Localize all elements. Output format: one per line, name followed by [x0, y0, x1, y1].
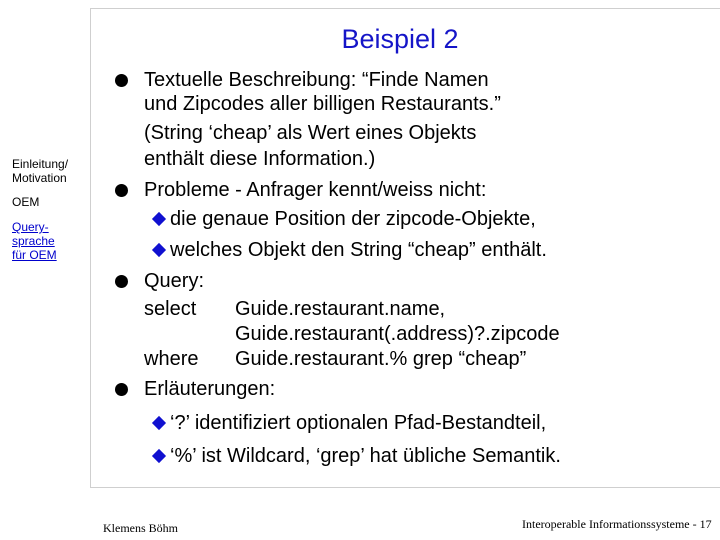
frame-left-rule — [90, 8, 91, 488]
nav-link-query-language[interactable]: Query- sprache für OEM — [12, 220, 57, 262]
bullet-icon — [115, 74, 128, 87]
diamond-bullet-icon — [152, 212, 166, 226]
text-line: Erläuterungen: — [144, 378, 276, 400]
footer-course: Interoperable Informationssysteme - 17 — [522, 517, 712, 531]
bullet-icon — [115, 275, 128, 288]
query-text: Guide.restaurant.name, — [235, 298, 446, 320]
sub-item — [150, 411, 546, 435]
query-text: Guide.restaurant(.address)?.zipcode — [235, 323, 560, 345]
text-line: und Zipcodes aller billigen Restaurants.” — [144, 93, 501, 115]
sub-item — [150, 238, 547, 262]
sub-item-text: welches Objekt den String “cheap” enthält. — [170, 239, 547, 261]
text-line: enthält diese Information.) — [144, 148, 376, 170]
sub-item — [150, 207, 536, 231]
sub-item-text: ‘%’ ist Wildcard, ‘grep’ hat übliche Semantik. — [170, 445, 561, 467]
nav-item-label: OEM — [12, 195, 40, 209]
frame-top-rule — [90, 8, 720, 9]
slide-title: Beispiel 2 — [341, 24, 459, 54]
nav-item-oem[interactable] — [12, 195, 39, 209]
bullet-icon — [115, 184, 128, 197]
text-line: Probleme - Anfrager kennt/weiss nicht: — [144, 179, 487, 201]
query-keyword: select — [144, 298, 197, 320]
diamond-bullet-icon — [152, 243, 166, 257]
sub-item — [150, 444, 561, 468]
footer-author: Klemens Böhm — [103, 521, 178, 535]
nav-item-einleitung[interactable] — [12, 157, 87, 185]
query-keyword: where — [144, 348, 199, 370]
diamond-bullet-icon — [152, 449, 166, 463]
diamond-bullet-icon — [152, 416, 166, 430]
frame-bottom-rule — [90, 487, 720, 488]
bullet-icon — [115, 383, 128, 396]
sub-item-text: ‘?’ identifiziert optionalen Pfad-Bestandteil, — [170, 412, 547, 434]
text-line: Textuelle Beschreibung: “Finde Namen — [144, 69, 489, 91]
sub-item-text: die genaue Position der zipcode-Objekte, — [170, 208, 536, 230]
nav-item-query-language[interactable] — [12, 220, 72, 262]
text-line: (String ‘cheap’ als Wert eines Objekts — [144, 122, 477, 144]
text-line: Query: — [144, 270, 205, 292]
nav-item-label: Einleitung/ Motivation — [12, 157, 69, 185]
query-text: Guide.restaurant.% grep “cheap” — [235, 348, 527, 370]
